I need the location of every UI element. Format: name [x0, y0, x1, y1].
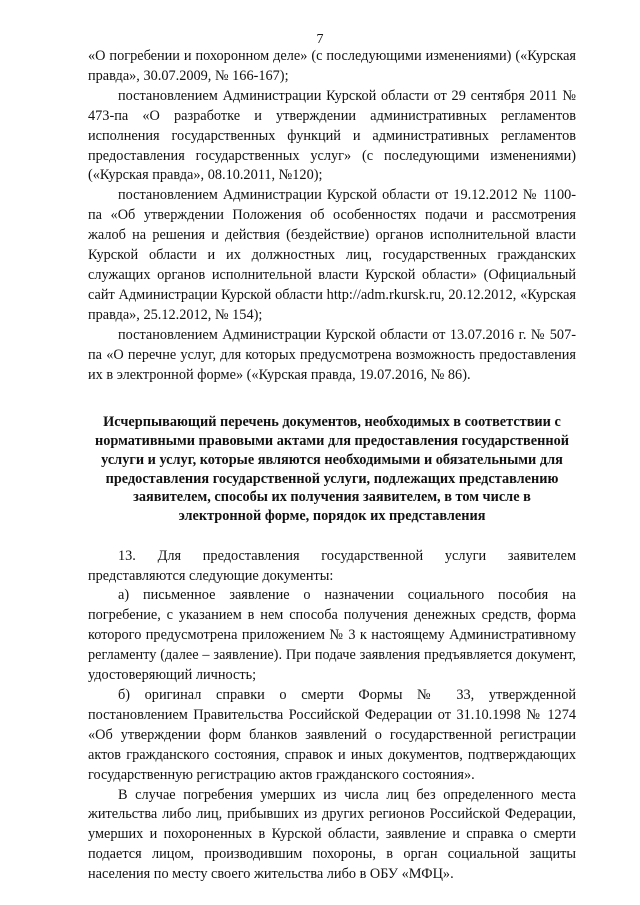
reference-paragraph: постановлением Администрации Курской области от 13.07.2016 г. № 507-па «О перечне услуг, для которых предусмотрена возможность предоставления их в электронной форме» («Курская правда, 19.07.2016, № 86).: [88, 326, 576, 383]
references-list: [88, 47, 576, 385]
reference-paragraph: постановлением Администрации Курской области от 29 сентября 2011 № 473-па «О разработке и утверждении административных регламентов исполнения государственных функций и административных регламентов предоставления государственных услуг» (с последующими изменениями) («Курская правда», 08.10.2011, №120);: [88, 87, 576, 184]
section-body: [88, 547, 576, 885]
body-paragraph: б) оригинал справки о смерти Формы № 33, утвержденной постановлением Правительства Российской Федерации от 31.10.1998 № 1274 «Об утверждении форм бланков заявлений о государственной регистрации актов гражданского состояния, справок и иных документов, подтверждающих государственную регистрацию актов гражданского состояния».: [88, 686, 576, 783]
body-paragraph: В случае погребения умерших из числа лиц без определенного места жительства либо лиц, прибывших из других регионов Российской Федерации, умерших и похороненных в Курской области, заявление и справка о смерти подается лицом, производившим похороны, в орган социальной защиты населения по месту своего жительства либо в ОБУ «МФЦ».: [88, 786, 576, 883]
section-heading: Исчерпывающий перечень документов, необходимых в соответствии с нормативными правовыми актами для предоставления государственной услуги и услуг, которые являются необходимыми и обязательными для предоставления государственной услуги, подлежащих представлению заявителем, способы их получения заявителем, в том числе в электронной форме, порядок их представления: [95, 414, 569, 524]
reference-paragraph: «О погребении и похоронном деле» (с последующими изменениями) («Курская правда», 30.07.2009, № 166-167);: [88, 48, 576, 84]
body-paragraph: 13. Для предоставления государственной услуги заявителем представляются следующие документы:: [88, 547, 576, 584]
page-number: 7: [316, 32, 324, 47]
body-paragraph: а) письменное заявление о назначении социального пособия на погребение, с указанием в нем способа получения денежных средств, форма которого предусмотрена приложением № 3 к настоящему Административному регламенту (далее – заявление). При подаче заявления предъявляется документ, удостоверяющий личность;: [88, 587, 576, 684]
reference-paragraph: постановлением Администрации Курской области от 19.12.2012 № 1100-па «Об утверждении Положения об особенностях подачи и рассмотрения жалоб на решения и действия (бездействие) органов исполнительной власти Курской области и их должностных лиц, государственных гражданских служащих органов исполнительной власти Курской области» (Официальный сайт Администрации Курской области http://adm.rkursk.ru, 20.12.2012, «Курская правда», 25.12.2012, № 154);: [88, 187, 576, 323]
document-page: [88, 47, 576, 885]
